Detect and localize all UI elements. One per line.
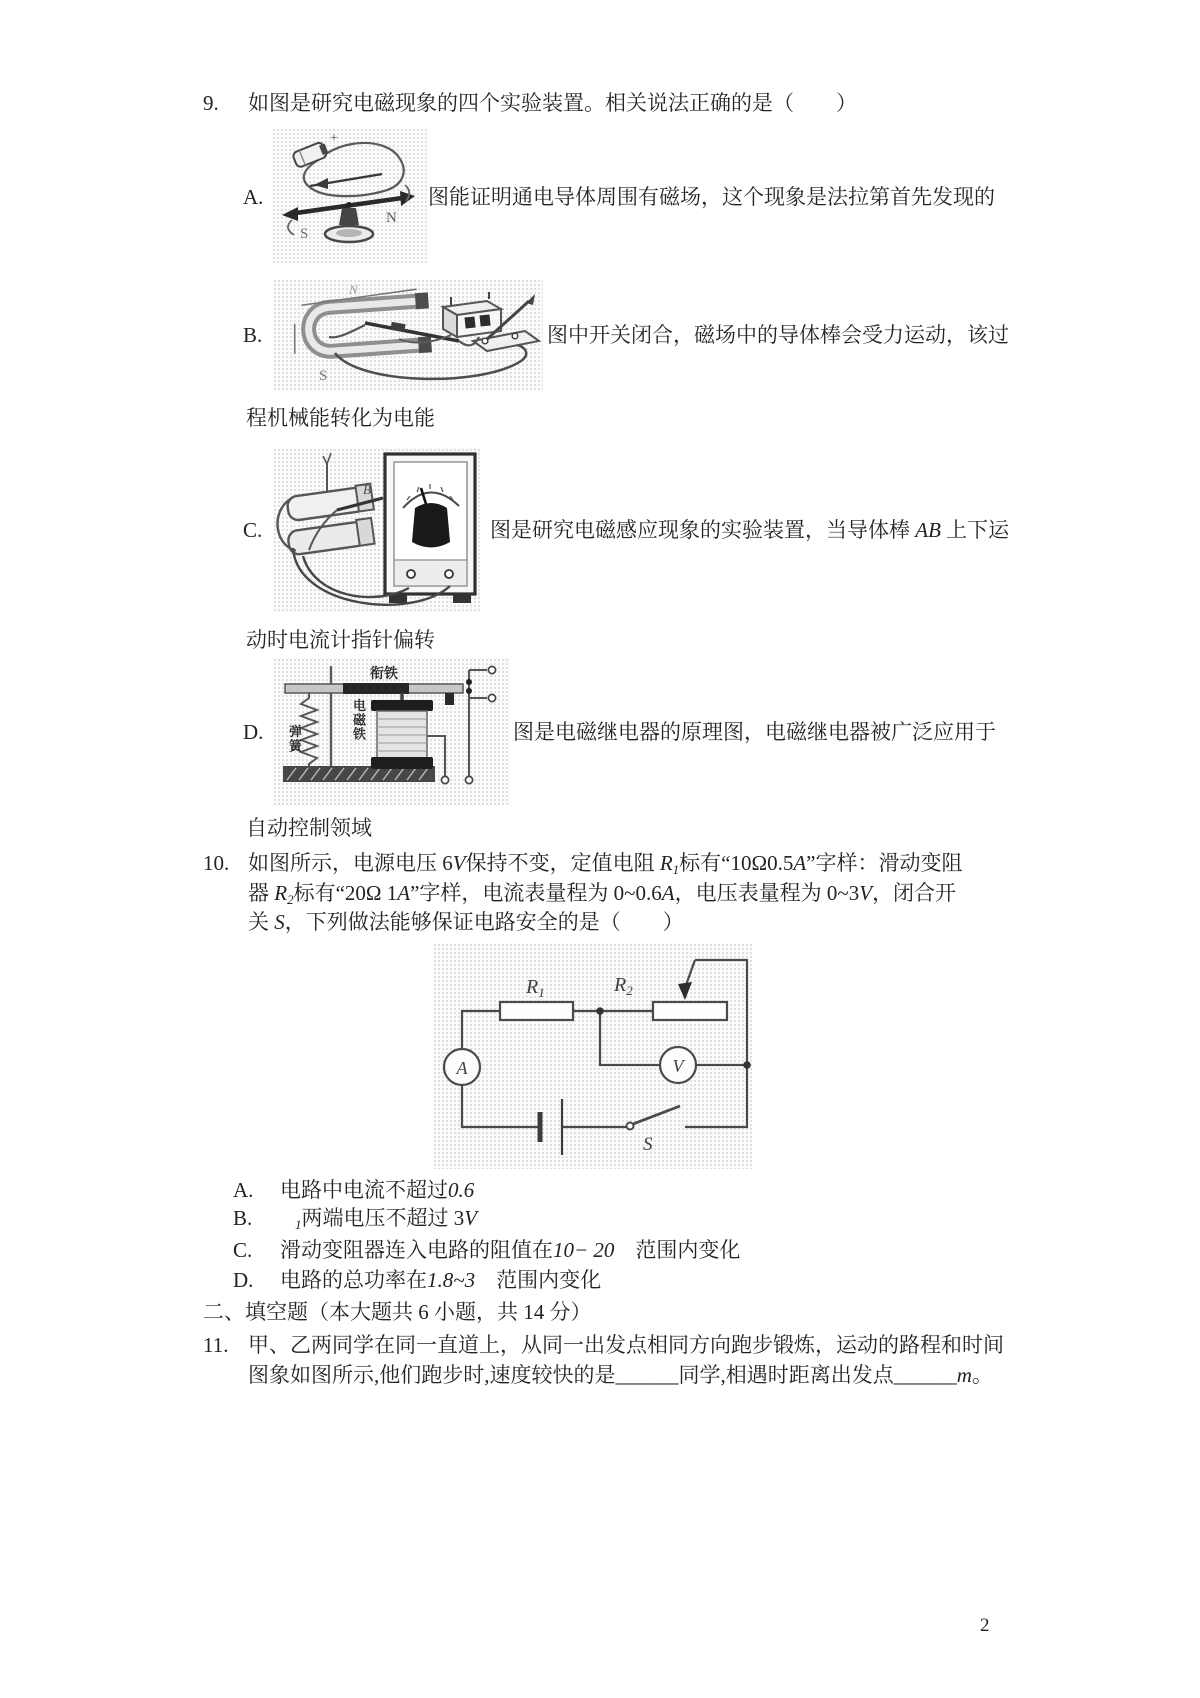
terminal	[407, 570, 415, 578]
horseshoe-magnet	[291, 288, 432, 361]
induction-sketch	[273, 448, 480, 612]
q10-number: 10.	[203, 851, 230, 875]
section2-title: 二、填空题（本大题共 6 小题，共 14 分）	[203, 1300, 592, 1324]
q11-line2: 图象如图所示,他们跑步时,速度较快的是______同学,相遇时距离出发点______m。	[248, 1363, 993, 1387]
south-pole-label: S	[319, 368, 328, 384]
q9-option-d-label: D.	[243, 720, 264, 744]
relay-sketch	[273, 658, 510, 805]
page-number: 2	[980, 1615, 990, 1636]
motor-sketch	[273, 279, 543, 392]
wire-left-bottom	[462, 1085, 538, 1127]
terminal	[488, 694, 495, 701]
armature-label: 衔铁	[370, 667, 398, 682]
q10-option-b-text: $_1$两端电压不超过 3V	[295, 1206, 478, 1232]
r2-label: $R_2$	[614, 974, 633, 998]
resistor-r1	[500, 1002, 573, 1020]
r1-label: $R_1$	[526, 976, 545, 1000]
circuit-svg	[433, 943, 753, 1169]
q11-number: 11.	[203, 1333, 229, 1357]
north-pole-label: N	[386, 210, 397, 226]
oersted-sketch	[272, 128, 427, 263]
plus-terminal-label: +	[330, 131, 338, 146]
q9-option-a-label: A.	[243, 185, 264, 209]
electromagnet-label: 电磁铁	[353, 698, 367, 742]
north-pole-label: N	[349, 282, 358, 297]
q9-option-a-text: 图能证明通电导体周围有磁场，这个现象是法拉第首先发现的	[428, 185, 995, 209]
switch-label: S	[643, 1134, 653, 1155]
figure-force-on-conductor	[273, 279, 543, 392]
q10-option-c-text: 滑动变阻器连入电路的阻值在10− 20 范围内变化	[280, 1238, 741, 1262]
q9-option-d-wrap: 自动控制领域	[246, 816, 372, 840]
q10-option-c-label: C.	[233, 1238, 253, 1262]
q10-line2: 器 $R_2$标有“20Ω 1A”字样，电流表量程为 0~0.6A，电压表量程为 0~3V，闭合开	[248, 881, 957, 907]
q9-option-d-text: 图是电磁继电器的原理图，电磁继电器被广泛应用于	[513, 720, 996, 744]
rotation-arrow-left-icon	[288, 220, 294, 235]
south-pole-label: S	[300, 226, 309, 242]
junction-dot	[743, 1061, 751, 1069]
q9-option-b-wrap: 程机械能转化为电能	[246, 406, 435, 430]
q9-option-b-label: B.	[243, 323, 263, 347]
wire	[329, 325, 365, 337]
ammeter-label: A	[456, 1058, 468, 1078]
conductor-b-label: B	[363, 482, 371, 497]
q11-line1: 甲、乙两同学在同一直道上，从同一出发点相同方向跑步锻炼，运动的路程和时间	[248, 1333, 1004, 1357]
figure-oersted-experiment	[272, 128, 427, 263]
wire-voltmeter-left	[600, 1011, 660, 1065]
galvanometer	[385, 454, 475, 603]
q9-option-c-text: 图是研究电磁感应现象的实验装置，当导体棒 AB 上下运	[490, 518, 1010, 542]
q10-option-d-text: 电路的总功率在1.8~3 范围内变化	[280, 1268, 602, 1292]
q9-option-b-text: 图中开关闭合，磁场中的导体棒会受力运动，该过	[547, 323, 1009, 347]
contact-assembly	[445, 666, 496, 762]
magnet-core	[412, 503, 450, 548]
q10-option-d-label: D.	[233, 1268, 254, 1292]
rheostat-r2	[653, 1002, 727, 1020]
terminal	[441, 776, 448, 783]
needle-pivot	[346, 202, 352, 208]
battery-icon	[292, 141, 330, 169]
q10-option-b-label: B.	[233, 1206, 253, 1230]
junction-dot	[596, 1007, 604, 1015]
q9-number: 9.	[203, 91, 219, 115]
figure-circuit-diagram	[433, 943, 753, 1169]
terminal	[488, 666, 495, 673]
wire-left-top	[462, 1011, 500, 1049]
voltmeter-label: V	[672, 1056, 684, 1076]
battery-box	[443, 292, 501, 337]
switch-lever	[633, 1106, 680, 1124]
q10-option-a-text: 电路中电流不超过0.6	[280, 1178, 475, 1202]
figure-relay-schematic	[273, 658, 510, 805]
current-arrow-icon	[314, 178, 328, 189]
stand-stem	[339, 208, 359, 225]
q9-stem: 如图是研究电磁现象的四个实验装置。相关说法正确的是（ ）	[248, 91, 857, 115]
electromagnet-coil	[371, 693, 433, 769]
q9-option-c-wrap: 动时电流计指针偏转	[246, 628, 435, 652]
q9-option-c-label: C.	[243, 518, 263, 542]
slider-arrow-icon	[678, 982, 692, 1000]
wire-right	[685, 960, 747, 1127]
q10-option-a-label: A.	[233, 1178, 254, 1202]
spring-label: 弹簧	[289, 724, 303, 754]
slider-wire	[686, 960, 695, 985]
terminal	[465, 776, 472, 783]
terminal	[445, 570, 453, 578]
q10-line3: 关 S，下列做法能够保证电路安全的是（ ）	[248, 910, 684, 934]
q10-line1: 如图所示，电源电压 6V保持不变，定值电阻 $R_1$标有“10Ω0.5A”字样：滑动变阻	[248, 851, 963, 877]
switch-pivot	[627, 1123, 634, 1130]
figure-electromagnetic-induction	[273, 448, 480, 612]
spring	[301, 693, 317, 768]
